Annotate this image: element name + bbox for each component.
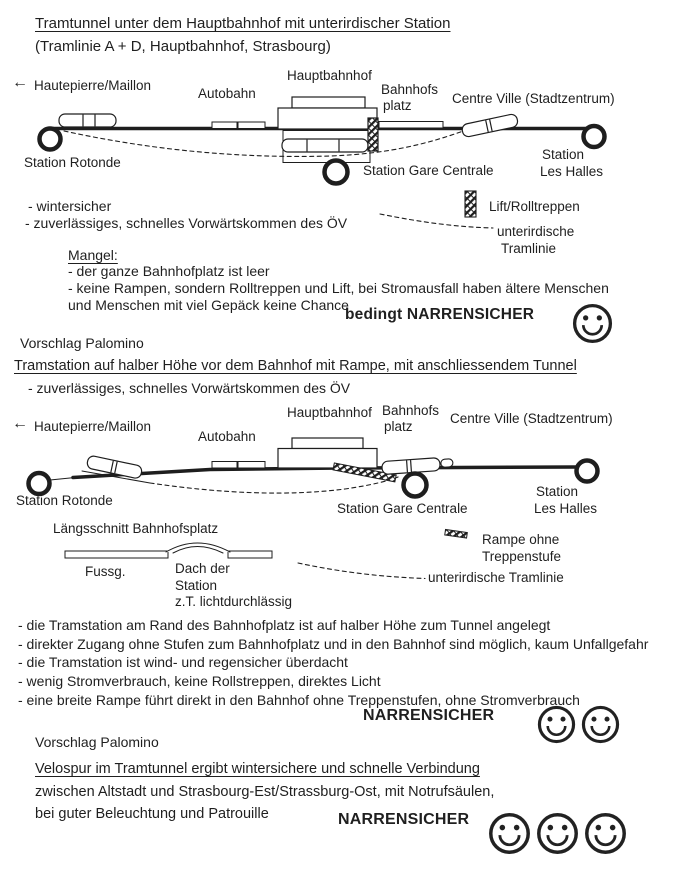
d1-hauptbahnhof-building — [278, 97, 377, 129]
cs-label-dach-1: Dach der — [175, 561, 230, 576]
benefit-4: - wenig Stromverbrauch, keine Rollstreppen, direktes Licht — [18, 673, 381, 689]
d2-label-les-halles-1: Station — [536, 484, 579, 499]
doc-title: Tramtunnel unter dem Hauptbahnhof mit unterirdischer Station — [35, 15, 451, 32]
benefit-3: - die Tramstation ist wind- und regensicher überdacht — [18, 654, 348, 670]
feature1-wintersicher: - wintersicher — [28, 198, 112, 214]
benefit-2: - direkter Zugang ohne Stufen zum Bahnhofplatz und in den Bahnhof sind möglich, kaum Unfallgefahr — [18, 636, 649, 652]
proposal3-line-3: bei guter Beleuchtung und Patrouille — [35, 806, 269, 822]
d1-autobahn-blocks — [212, 122, 265, 129]
benefit-1: - die Tramstation am Rand des Bahnhofplatz ist auf halber Höhe zum Tunnel angelegt — [18, 617, 551, 633]
cross-section-walkway-right — [228, 551, 272, 558]
smiley-icon — [571, 302, 614, 345]
mangel-heading: Mangel: — [68, 247, 118, 263]
proposal3-line-2: zwischen Altstadt und Strasbourg-Est/Strassburg-Ost, mit Notrufsäulen, — [35, 784, 495, 800]
d1-platform-block — [379, 122, 443, 129]
d1-station-rotonde-circle — [40, 129, 61, 150]
benefit-5: - eine breite Rampe führt direkt in den Bahnhof ohne Treppenstufen, ohne Stromverbrauch — [18, 692, 580, 708]
d1-label-les-halles-1: Station — [542, 147, 585, 162]
cross-section-title: Längsschnitt Bahnhofsplatz — [53, 521, 219, 536]
d2-label-autobahn: Autobahn — [198, 429, 256, 444]
smiley-icon — [580, 704, 621, 745]
proposal2-bullet: - zuverlässiges, schnelles Vorwärtskommen des ÖV — [28, 380, 351, 396]
proposal3-heading: Velospur im Tramtunnel ergibt wintersichere und schnelle Verbindung — [35, 761, 480, 777]
d1-underground-tram — [282, 139, 368, 152]
d1-tram-left — [59, 114, 116, 127]
d1-tunnel-dashed-line — [64, 130, 466, 156]
d1-station-les-halles-circle — [584, 126, 605, 147]
d1-lift-shaft-hatched — [368, 118, 378, 151]
d1-label-platz: platz — [383, 98, 412, 113]
proposal2-heading: Tramstation auf halber Höhe vor dem Bahnhof mit Rampe, mit anschliessendem Tunnel — [14, 358, 577, 374]
d1-label-hautepierre: Hautepierre/Maillon — [34, 78, 152, 93]
verdict2-smiley-rating — [536, 704, 621, 745]
d2-station-rotonde-circle — [29, 473, 50, 494]
d2-label-hauptbahnhof: Hauptbahnhof — [287, 405, 372, 420]
cross-section-walkway-left — [65, 551, 168, 558]
cs-label-rampe-1: Rampe ohne — [482, 532, 560, 547]
verdict2-label: NARRENSICHER — [363, 707, 495, 724]
mangel-line-2: - keine Rampen, sondern Rolltreppen und Lift, bei Stromausfall haben ältere Menschen — [68, 280, 609, 296]
d2-autobahn-blocks — [212, 462, 265, 469]
verdict3-label: NARRENSICHER — [338, 811, 470, 828]
d2-station-les-halles-circle — [577, 461, 598, 482]
d2-station-gare-circle — [404, 474, 427, 497]
d1-label-les-halles-2: Les Halles — [540, 164, 604, 179]
doc-subtitle: (Tramlinie A + D, Hauptbahnhof, Strasbourg) — [35, 38, 331, 55]
legend-underground-label-2: Tramlinie — [501, 241, 557, 256]
smiley-icon — [487, 811, 532, 856]
cs-label-rampe-2: Treppenstufe — [482, 549, 562, 564]
legend-underground-label-1: unterirdische — [497, 224, 575, 239]
proposal3-kicker: Vorschlag Palomino — [35, 734, 159, 750]
d1-label-station-rotonde: Station Rotonde — [24, 155, 121, 170]
d2-tunnel-dashed-line — [150, 477, 398, 493]
feature1-zuverlaessig: - zuverlässiges, schnelles Vorwärtskommen des ÖV — [25, 215, 348, 231]
d2-arrow-left-icon: ← — [12, 415, 28, 432]
cs-label-dach-2: Station — [175, 578, 218, 593]
d2-label-centre-ville: Centre Ville (Stadtzentrum) — [450, 411, 613, 426]
cross-section-station-roof-dome — [166, 543, 230, 553]
d1-station-gare-circle — [325, 161, 348, 184]
d2-label-bahnhofs: Bahnhofs — [382, 403, 440, 418]
proposal2-kicker: Vorschlag Palomino — [20, 335, 144, 351]
d2-label-platz: platz — [384, 419, 413, 434]
verdict1-smiley-rating — [571, 302, 614, 345]
d1-label-centre-ville: Centre Ville (Stadtzentrum) — [452, 91, 615, 106]
smiley-icon — [535, 811, 580, 856]
d1-label-station-gare: Station Gare Centrale — [363, 163, 494, 178]
mangel-line-1: - der ganze Bahnhofplatz ist leer — [68, 263, 270, 279]
d2-label-station-rotonde: Station Rotonde — [16, 493, 113, 508]
legend-lift-label: Lift/Rolltreppen — [489, 199, 580, 214]
legend-ramp-icon — [445, 529, 468, 538]
verdict1-label: bedingt NARRENSICHER — [345, 306, 535, 323]
smiley-icon — [536, 704, 577, 745]
d1-label-autobahn: Autobahn — [198, 86, 256, 101]
cs-label-fussg: Fussg. — [85, 564, 126, 579]
d1-arrow-left-icon: ← — [12, 74, 28, 91]
mangel-line-3: und Menschen mit viel Gepäck keine Chance — [68, 297, 349, 313]
d2-hauptbahnhof-building — [278, 438, 377, 468]
cs-label-dach-3: z.T. lichtdurchlässig — [175, 594, 293, 609]
d1-label-hauptbahnhof: Hauptbahnhof — [287, 68, 372, 83]
d1-label-bahnhofs: Bahnhofs — [381, 82, 439, 97]
d2-label-les-halles-2: Les Halles — [534, 501, 598, 516]
verdict3-smiley-rating — [487, 811, 628, 856]
cs-underground-dashed-line — [298, 563, 425, 579]
d2-label-hautepierre: Hautepierre/Maillon — [34, 419, 152, 434]
d1-tram-right — [461, 113, 518, 137]
cs-label-tunnel: unterirdische Tramlinie — [428, 570, 564, 585]
legend-lift-icon — [465, 191, 476, 217]
d2-label-station-gare: Station Gare Centrale — [337, 501, 468, 516]
smiley-icon — [583, 811, 628, 856]
